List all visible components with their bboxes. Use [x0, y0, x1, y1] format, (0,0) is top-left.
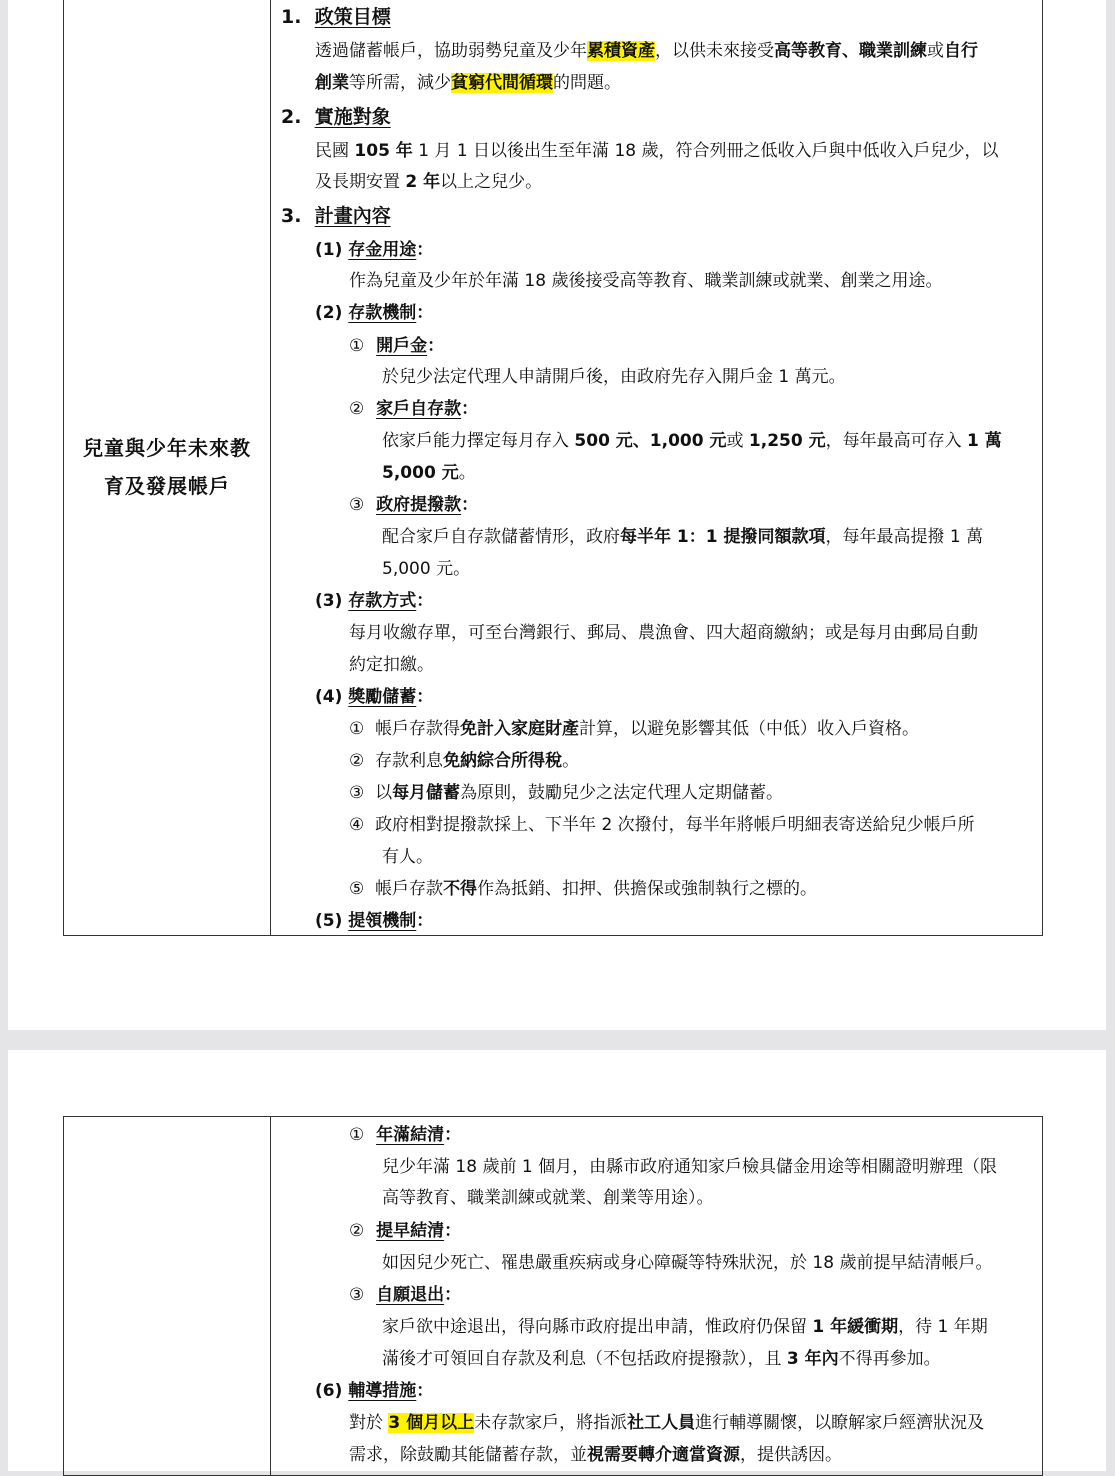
subheading-deposit-mechanism: (2) 存款機制： [315, 303, 434, 323]
subheading-withdrawal: (5) 提領機制： [315, 911, 434, 931]
paragraph-line: 5,000 元。 [382, 463, 476, 483]
paragraph-line: 每月收繳存單，可至台灣銀行、郵局、農漁會、四大超商繳納；或是每月由郵局自動 [349, 623, 978, 643]
document-page-1 [8, 0, 1106, 1030]
list-item: ① 帳戶存款得免計入家庭財產計算，以避免影響其低（中低）收入戶資格。 [349, 719, 920, 739]
row-label-cell [64, 0, 271, 936]
list-item: ③ 以每月儲蓄為原則，鼓勵兒少之法定代理人定期儲蓄。 [349, 783, 784, 803]
content-table-continued [63, 1116, 1043, 1476]
subheading-usage: (1) 存金用途： [315, 240, 434, 260]
paragraph-line: 需求，除鼓勵其能儲蓄存款，並視需要轉介適當資源，提供誘因。 [349, 1445, 842, 1465]
paragraph-line: 配合家戶自存款儲蓄情形，政府每半年 1：1 提撥同額款項，每年最高提撥 1 萬 [382, 527, 984, 547]
paragraph-line: 滿後才可領回自存款及利息（不包括政府提撥款），且 3 年內不得再參加。 [382, 1349, 941, 1369]
subheading-counseling: (6) 輔導措施： [315, 1381, 434, 1401]
content-table [63, 0, 1043, 936]
paragraph-line: 作為兒童及少年於年滿 18 歲後接受高等教育、職業訓練或就業、創業之用途。 [349, 271, 943, 291]
paragraph-line: 對於 3 個月以上未存款家戶，將指派社工人員進行輔導關懷，以瞭解家戶經濟狀況及 [349, 1413, 985, 1433]
paragraph-line: 高等教育、職業訓練或就業、創業等用途）。 [382, 1188, 714, 1208]
subheading-deposit-method: (3) 存款方式： [315, 591, 434, 611]
paragraph-line: 透過儲蓄帳戶，協助弱勢兒童及少年累積資產，以供未來接受高等教育、職業訓練或自行 [315, 41, 978, 61]
row-label: 兒童與少年未來教 育及發展帳戶 [83, 436, 251, 498]
highlight: 累積資產 [587, 41, 655, 61]
item-heading: ① 開戶金： [349, 336, 445, 356]
item-heading: ③ 自願退出： [349, 1285, 462, 1305]
paragraph-line: 家戶欲中途退出，得向縣市政府提出申請，惟政府仍保留 1 年緩衝期，待 1 年期 [382, 1317, 988, 1337]
highlight: 3 個月以上 [388, 1413, 475, 1433]
section-heading-plan: 3. 計畫內容 [281, 205, 391, 227]
section-heading-target: 2. 實施對象 [281, 106, 391, 128]
item-heading: ② 提早結清： [349, 1221, 462, 1241]
item-heading: ① 年滿結清： [349, 1125, 462, 1145]
paragraph-line: 及長期安置 2 年以上之兒少。 [315, 172, 543, 192]
paragraph-line: 創業等所需，減少貧窮代間循環的問題。 [315, 73, 621, 93]
paragraph-line: 於兒少法定代理人申請開戶後，由政府先存入開戶金 1 萬元。 [382, 367, 846, 387]
paragraph-line: 民國 105 年 1 月 1 日以後出生至年滿 18 歲，符合列冊之低收入戶與中低收入戶兒少，以 [315, 141, 999, 161]
paragraph-line: 5,000 元。 [382, 559, 471, 579]
list-item: ⑤ 帳戶存款不得作為抵銷、扣押、供擔保或強制執行之標的。 [349, 879, 818, 899]
highlight: 貧窮代間循環 [451, 73, 553, 93]
row-content-cell [271, 0, 1043, 936]
list-item: ② 存款利息免納綜合所得稅。 [349, 751, 580, 771]
paragraph-line: 約定扣繳。 [349, 655, 434, 675]
subheading-savings-incentive: (4) 獎勵儲蓄： [315, 687, 434, 707]
section-heading-policy-goal: 1. 政策目標 [281, 6, 391, 28]
paragraph-line: 兒少年滿 18 歲前 1 個月，由縣市政府通知家戶檢具儲金用途等相關證明辦理（限 [382, 1157, 998, 1177]
item-heading: ③ 政府提撥款： [349, 495, 479, 515]
paragraph-line: 依家戶能力擇定每月存入 500 元、1,000 元或 1,250 元，每年最高可存入 1 萬 [382, 431, 1002, 451]
list-item: ④ 政府相對提撥款採上、下半年 2 次撥付，每半年將帳戶明細表寄送給兒少帳戶所 [349, 815, 975, 835]
document-page-2 [8, 1050, 1106, 1471]
paragraph-line: 如因兒少死亡、罹患嚴重疾病或身心障礙等特殊狀況，於 18 歲前提早結清帳戶。 [382, 1253, 993, 1273]
paragraph-line: 有人。 [382, 847, 433, 867]
row-label-cell [64, 1117, 271, 1476]
row-content-cell [271, 1117, 1043, 1476]
item-heading: ② 家戶自存款： [349, 399, 479, 419]
